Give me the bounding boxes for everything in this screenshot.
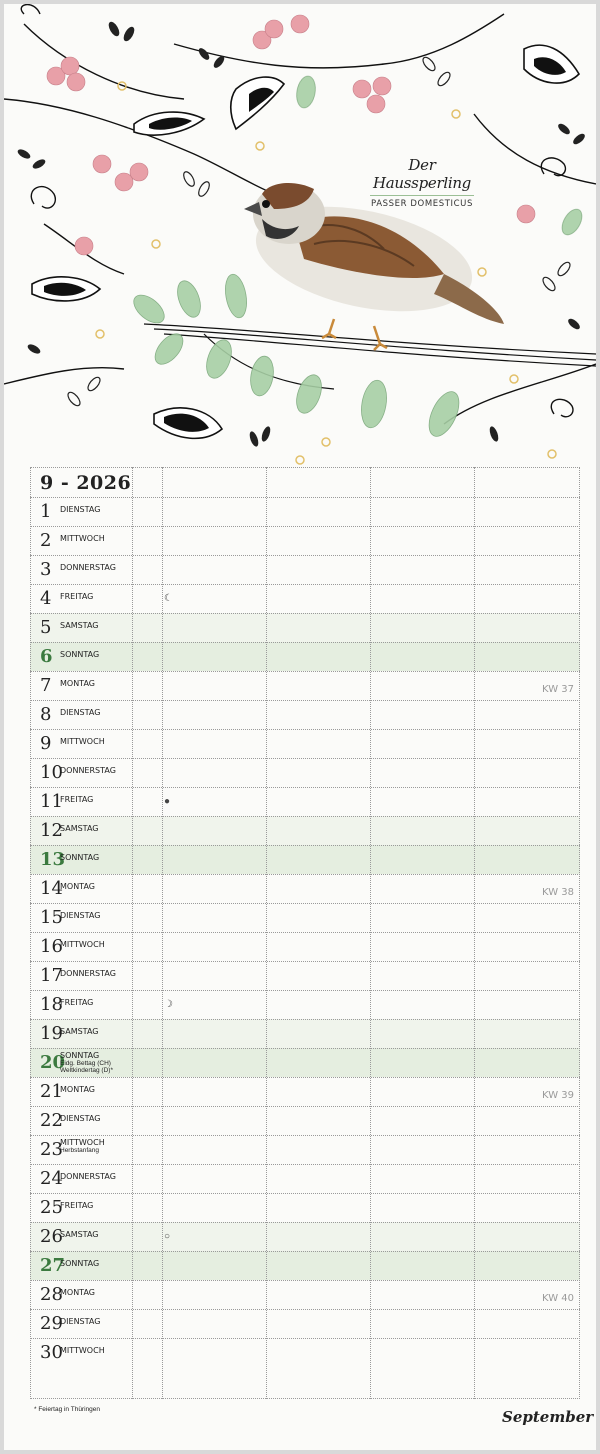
month-name: September (502, 1408, 594, 1426)
holiday-label: Weltkindertag (D)* (60, 1067, 113, 1074)
day-row[interactable] (30, 932, 580, 961)
calendar-week-label: KW 38 (542, 887, 574, 898)
calendar-week-label: KW 40 (542, 1293, 574, 1304)
month-year-label: 9 - 2026 (40, 472, 132, 494)
day-row[interactable] (30, 729, 580, 758)
moon-phase-waxing-icon: ☽ (164, 999, 173, 1010)
calendar-header (30, 467, 580, 497)
calendar-page (4, 4, 596, 1450)
moon-phase-full-icon: ○ (164, 1231, 171, 1242)
day-number: 15 (40, 907, 63, 928)
column-divider (162, 467, 163, 1399)
weekday-name: DONNERSTAG (60, 563, 116, 572)
calendar-grid (30, 467, 580, 1399)
day-row[interactable] (30, 497, 580, 526)
day-number: 4 (40, 588, 52, 609)
species-german-name: Der Haussperling (373, 156, 471, 192)
weekday-name: SAMSTAG (60, 1230, 99, 1239)
day-number: 1 (40, 501, 52, 522)
column-divider (132, 467, 133, 1399)
weekday-name: MITTWOCH (60, 534, 105, 543)
weekday-name: SONNTAG (60, 1051, 100, 1060)
weekday-name: SONNTAG (60, 853, 100, 862)
weekday-name: DIENSTAG (60, 911, 101, 920)
day-row[interactable] (30, 613, 580, 642)
day-number: 30 (40, 1342, 63, 1363)
weekday-name: MITTWOCH (60, 737, 105, 746)
holiday-label: Eidg. Bettag (CH) (60, 1060, 111, 1067)
day-row[interactable] (30, 816, 580, 845)
day-number: 23 (40, 1139, 63, 1160)
weekday-name: MONTAG (60, 1085, 95, 1094)
species-title (362, 156, 482, 209)
weekday-name: FREITAG (60, 795, 94, 804)
day-row[interactable] (30, 1106, 580, 1135)
day-row[interactable] (30, 642, 580, 671)
day-number: 18 (40, 994, 63, 1015)
weekday-name: MITTWOCH (60, 1138, 105, 1147)
weekday-name: SAMSTAG (60, 1027, 99, 1036)
day-row[interactable] (30, 555, 580, 584)
day-number: 25 (40, 1197, 63, 1218)
day-number: 27 (40, 1255, 66, 1276)
moon-phase-waning-icon: ☾ (164, 593, 173, 604)
weekday-name: DONNERSTAG (60, 1172, 116, 1181)
weekday-name: DONNERSTAG (60, 766, 116, 775)
day-row[interactable] (30, 1309, 580, 1338)
footnote: * Feiertag in Thüringen (34, 1406, 101, 1413)
day-number: 3 (40, 559, 52, 580)
weekday-name: SONNTAG (60, 650, 100, 659)
day-row[interactable] (30, 1077, 580, 1106)
column-divider (474, 467, 475, 1399)
day-row[interactable] (30, 874, 580, 903)
day-number: 22 (40, 1110, 63, 1131)
moon-phase-new-icon: ● (164, 796, 171, 807)
column-divider (266, 467, 267, 1399)
day-number: 2 (40, 530, 52, 551)
day-number: 13 (40, 849, 66, 870)
sparrow-illustration (4, 4, 596, 466)
holiday-label: Herbstanfang (60, 1147, 100, 1154)
day-row[interactable] (30, 961, 580, 990)
weekday-name: DIENSTAG (60, 708, 101, 717)
day-row[interactable] (30, 1222, 580, 1251)
weekday-name: DIENSTAG (60, 1114, 101, 1123)
day-row[interactable] (30, 1338, 580, 1367)
day-row[interactable] (30, 671, 580, 700)
day-number: 6 (40, 646, 53, 667)
day-number: 10 (40, 762, 63, 783)
weekday-name: DONNERSTAG (60, 969, 116, 978)
weekday-name: SONNTAG (60, 1259, 100, 1268)
day-number: 7 (40, 675, 52, 696)
weekday-name: SAMSTAG (60, 824, 99, 833)
day-number: 9 (40, 733, 52, 754)
day-number: 11 (40, 791, 63, 812)
day-row[interactable] (30, 1164, 580, 1193)
column-divider (370, 467, 371, 1399)
day-row[interactable] (30, 1135, 580, 1164)
day-row[interactable] (30, 526, 580, 555)
day-row[interactable] (30, 1048, 580, 1077)
weekday-name: MONTAG (60, 882, 95, 891)
day-number: 5 (40, 617, 52, 638)
title-divider (370, 195, 474, 196)
day-number: 28 (40, 1284, 63, 1305)
weekday-name: DIENSTAG (60, 505, 101, 514)
day-number: 12 (40, 820, 63, 841)
day-number: 8 (40, 704, 52, 725)
weekday-name: MITTWOCH (60, 940, 105, 949)
day-number: 16 (40, 936, 63, 957)
weekday-name: MITTWOCH (60, 1346, 105, 1355)
day-number: 24 (40, 1168, 63, 1189)
day-row[interactable] (30, 845, 580, 874)
calendar-week-label: KW 37 (542, 684, 574, 695)
day-number: 20 (40, 1052, 66, 1073)
day-row[interactable] (30, 1251, 580, 1280)
weekday-name: MONTAG (60, 679, 95, 688)
weekday-name: SAMSTAG (60, 621, 99, 630)
weekday-name: FREITAG (60, 592, 94, 601)
day-number: 19 (40, 1023, 63, 1044)
day-row[interactable] (30, 1280, 580, 1309)
day-number: 21 (40, 1081, 63, 1102)
species-latin-name: PASSER DOMESTICUS (371, 199, 473, 209)
calendar-week-label: KW 39 (542, 1090, 574, 1101)
day-row[interactable] (30, 787, 580, 816)
day-row[interactable] (30, 584, 580, 613)
day-row[interactable] (30, 1019, 580, 1048)
day-row[interactable] (30, 903, 580, 932)
weekday-name: DIENSTAG (60, 1317, 101, 1326)
weekday-name: MONTAG (60, 1288, 95, 1297)
day-row[interactable] (30, 700, 580, 729)
day-number: 26 (40, 1226, 63, 1247)
day-number: 17 (40, 965, 63, 986)
day-row[interactable] (30, 990, 580, 1019)
day-row[interactable] (30, 1193, 580, 1222)
day-number: 14 (40, 878, 63, 899)
day-number: 29 (40, 1313, 63, 1334)
weekday-name: FREITAG (60, 1201, 94, 1210)
weekday-name: FREITAG (60, 998, 94, 1007)
day-row[interactable] (30, 758, 580, 787)
